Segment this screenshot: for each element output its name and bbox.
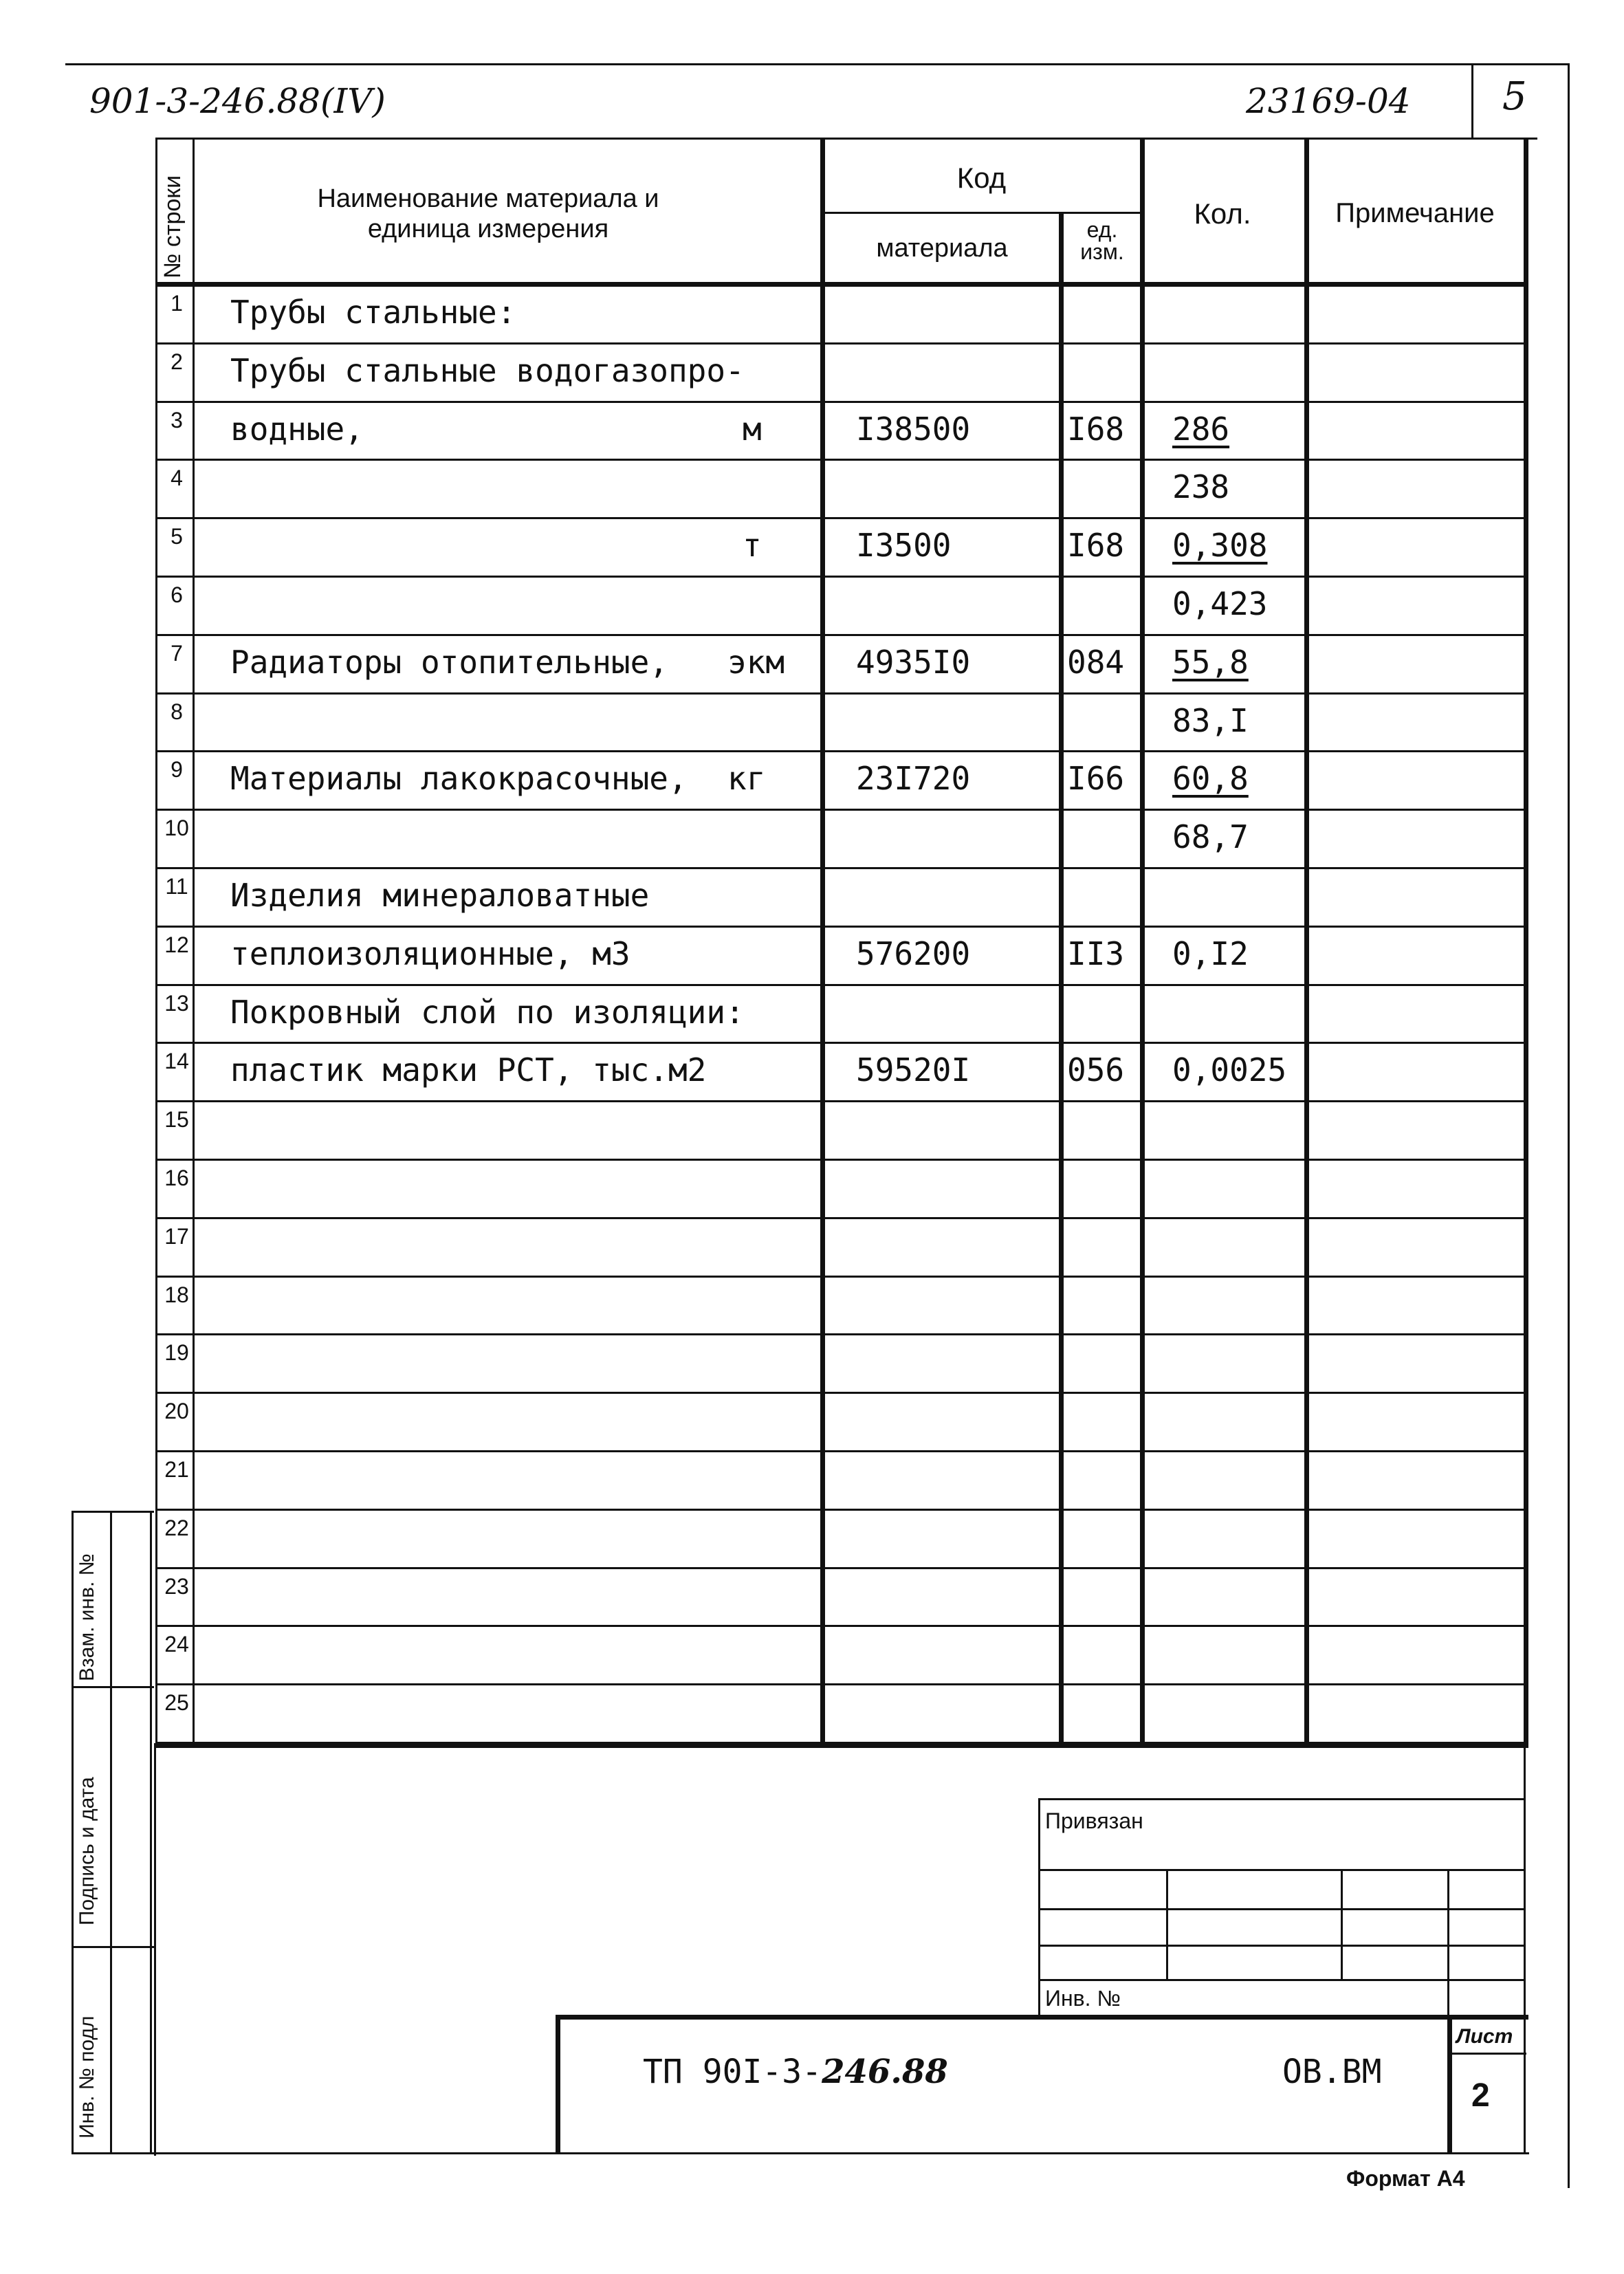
- stamp-right-edge: [1524, 1743, 1526, 2154]
- row-rule: [155, 1625, 1528, 1627]
- code-sub-rule: [820, 212, 1140, 214]
- doc-code-hand: 246.88: [822, 2053, 948, 2091]
- side-strip-left: [72, 1511, 74, 2154]
- header-qty: Кол.: [1194, 197, 1251, 230]
- row-name: Трубы стальные:: [230, 294, 516, 331]
- row-quantity: 55,8: [1172, 643, 1249, 681]
- col-qty-right: [1304, 138, 1309, 1747]
- header-unit: ед. изм.: [1080, 217, 1124, 264]
- row-unit-code: I68: [1067, 410, 1125, 448]
- row-rule: [155, 1742, 1528, 1744]
- top-left-code: 901-3-246.88(IV): [89, 81, 386, 121]
- row-number: 1: [171, 291, 183, 316]
- row-quantity: 0,I2: [1172, 934, 1249, 972]
- row-unit-code: 084: [1067, 643, 1125, 681]
- row-number: 17: [164, 1223, 189, 1249]
- doc-mark: ОВ.ВМ: [1282, 2053, 1382, 2091]
- row-number: 5: [171, 524, 183, 549]
- row-rule: [155, 1450, 1528, 1452]
- table-bottom-rule: [155, 1743, 1528, 1748]
- row-unit-symbol: м: [743, 410, 762, 448]
- row-rule: [155, 517, 1528, 519]
- row-quantity: 0,423: [1172, 585, 1268, 622]
- row-rule: [155, 459, 1528, 461]
- row-rule: [155, 867, 1528, 869]
- top-right-code: 23169-04: [1246, 81, 1411, 121]
- row-number: 22: [164, 1515, 189, 1540]
- header-top-rule: [157, 138, 1537, 140]
- row-quantity: 286: [1172, 410, 1230, 448]
- privyazan-row2: [1038, 1908, 1524, 1910]
- row-rule: [155, 401, 1528, 403]
- row-rule: [155, 750, 1528, 752]
- row-unit-symbol: кг: [727, 760, 766, 798]
- side-strip-div2: [72, 1946, 154, 1948]
- row-name: Трубы стальные водогазопро-: [230, 351, 745, 389]
- row-rule: [155, 1509, 1528, 1511]
- header-note: Примечание: [1335, 198, 1495, 228]
- side-label-inv-podl: Инв. № подл: [76, 2015, 98, 2139]
- row-rule: [155, 576, 1528, 578]
- row-rule: [155, 1567, 1528, 1569]
- frame-right: [1524, 138, 1528, 1747]
- header-name: Наименование материала и единица измерения: [317, 184, 659, 243]
- row-number: 16: [164, 1166, 189, 1190]
- row-number: 20: [164, 1399, 189, 1424]
- row-number: 15: [164, 1107, 189, 1133]
- sheet-box-mid: [1447, 2053, 1526, 2055]
- title-block-left: [556, 2015, 560, 2152]
- privyazan-row3: [1038, 1945, 1524, 1947]
- row-unit-code: I68: [1067, 527, 1125, 565]
- row-number: 2: [171, 349, 183, 374]
- frame-left: [155, 138, 157, 1747]
- row-name: водные,: [230, 410, 364, 448]
- row-rule: [155, 1100, 1528, 1102]
- row-number: 4: [171, 466, 183, 491]
- privyazan-col3: [1447, 1869, 1449, 2017]
- row-quantity: 83,I: [1172, 701, 1249, 739]
- side-strip-right: [110, 1511, 112, 2154]
- side-label-signature: Подпись и дата: [76, 1777, 98, 1925]
- row-name: Материалы лакокрасочные,: [230, 760, 688, 798]
- row-number: 8: [171, 699, 183, 724]
- row-name: Изделия минераловатные: [230, 877, 650, 914]
- header-bottom-rule: [155, 282, 1528, 287]
- row-unit-symbol: экм: [727, 643, 785, 681]
- format-label: Формат А4: [1346, 2166, 1465, 2191]
- row-number: 24: [164, 1632, 189, 1657]
- doc-code-prefix: ТП 90I-3-: [643, 2053, 822, 2091]
- row-material-code: I3500: [856, 527, 952, 565]
- row-number: 21: [164, 1457, 189, 1482]
- row-rule: [155, 1217, 1528, 1219]
- stamp-left-edge: [154, 1743, 156, 2156]
- row-unit-symbol: т: [743, 527, 762, 565]
- header-code: Код: [956, 162, 1007, 194]
- privyazan-col1: [1166, 1869, 1168, 1979]
- row-number: 14: [164, 1049, 189, 1074]
- col-material-right: [1059, 212, 1064, 1747]
- side-strip-top: [72, 1511, 154, 1513]
- row-rule: [155, 1276, 1528, 1278]
- row-number: 19: [164, 1340, 189, 1366]
- header-row-no: № строки: [160, 175, 186, 278]
- row-quantity: 68,7: [1172, 818, 1249, 856]
- side-label-vzam: Взам. инв. №: [76, 1553, 98, 1681]
- row-number: 13: [164, 990, 189, 1016]
- row-name: теплоизоляционные, м3: [230, 934, 630, 972]
- row-number: 10: [164, 816, 189, 841]
- side-strip-inner: [150, 1511, 152, 2154]
- row-quantity: 238: [1172, 468, 1230, 506]
- right-edge-line: [1568, 63, 1570, 2188]
- row-rule: [155, 1333, 1528, 1335]
- col-name-right: [820, 138, 825, 1747]
- row-material-code: 23I720: [856, 760, 971, 798]
- side-strip-div1: [72, 1686, 154, 1688]
- col-unit-right: [1140, 138, 1145, 1747]
- row-rule: [155, 692, 1528, 695]
- row-number: 6: [171, 582, 183, 607]
- row-quantity: 60,8: [1172, 760, 1249, 798]
- privyazan-label: Привязан: [1045, 1808, 1143, 1833]
- col-rownum-right: [193, 138, 195, 1747]
- row-rule: [155, 1392, 1528, 1394]
- row-rule: [155, 1683, 1528, 1685]
- row-rule: [155, 1042, 1528, 1044]
- row-unit-code: I66: [1067, 760, 1125, 798]
- row-number: 3: [171, 407, 183, 433]
- row-rule: [155, 1159, 1528, 1161]
- inv-no-label: Инв. №: [1045, 1986, 1121, 2011]
- side-strip-bottom: [72, 2152, 154, 2154]
- row-quantity: 0,308: [1172, 527, 1268, 565]
- sheet-number: 2: [1471, 2077, 1490, 2114]
- doc-code: [643, 2053, 948, 2091]
- row-material-code: I38500: [856, 410, 971, 448]
- row-rule: [155, 926, 1528, 928]
- privyazan-row1: [1038, 1869, 1524, 1871]
- row-material-code: 59520I: [856, 1051, 971, 1089]
- privyazan-top: [1038, 1798, 1524, 1800]
- page-number: 5: [1502, 74, 1527, 119]
- row-number: 23: [164, 1573, 189, 1599]
- row-number: 18: [164, 1282, 189, 1307]
- top-rule: [65, 63, 1568, 65]
- row-rule: [155, 342, 1528, 345]
- sheet-box-left: [1447, 2015, 1452, 2152]
- row-rule: [155, 634, 1528, 636]
- row-name: пластик марки РСТ, тыс.м2: [230, 1051, 707, 1089]
- sheet-label: Лист: [1456, 2025, 1513, 2048]
- privyazan-left: [1038, 1798, 1040, 2017]
- row-material-code: 576200: [856, 934, 971, 972]
- row-number: 7: [171, 640, 183, 666]
- title-block-top: [556, 2015, 1528, 2020]
- row-quantity: 0,0025: [1172, 1051, 1287, 1089]
- row-number: 12: [164, 932, 189, 957]
- row-number: 25: [164, 1690, 189, 1716]
- row-rule: [155, 984, 1528, 986]
- header-material: материала: [876, 234, 1008, 263]
- row-number: 9: [171, 757, 183, 783]
- row-rule: [155, 809, 1528, 811]
- privyazan-row4: [1038, 1979, 1524, 1981]
- stamp-bottom: [154, 2152, 1529, 2154]
- row-name: Радиаторы отопительные,: [230, 643, 668, 681]
- row-unit-code: II3: [1067, 934, 1125, 972]
- page-number-box-left: [1471, 63, 1473, 139]
- privyazan-col2: [1341, 1869, 1343, 1979]
- row-unit-code: 056: [1067, 1051, 1125, 1089]
- row-name: Покровный слой по изоляции:: [230, 993, 745, 1031]
- row-material-code: 4935I0: [856, 643, 971, 681]
- row-number: 11: [165, 874, 188, 899]
